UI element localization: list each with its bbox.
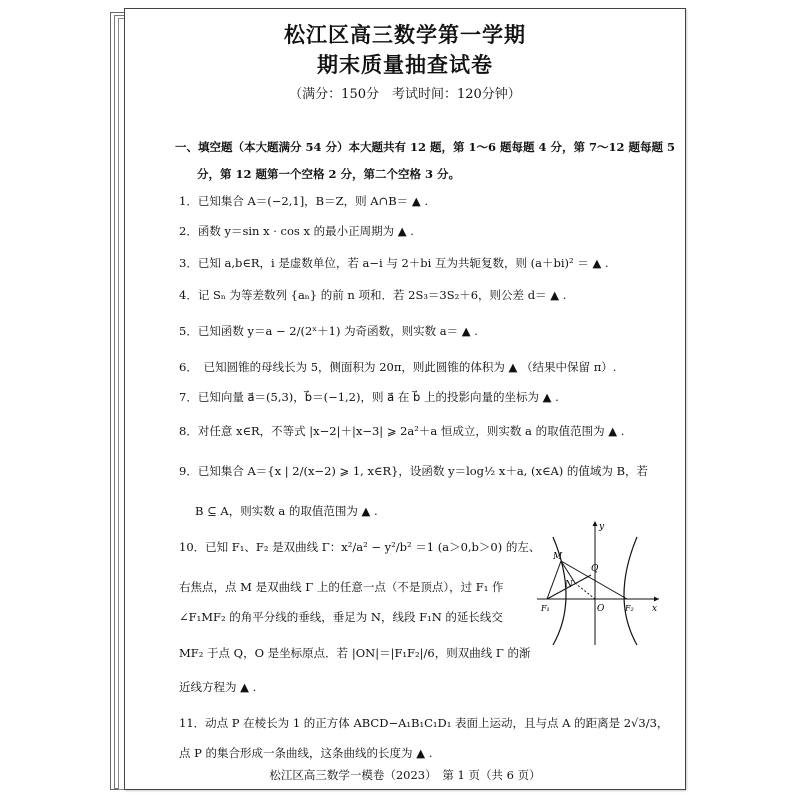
exam-title: 松江区高三数学第一学期	[284, 23, 526, 47]
question-9-line2: B ⊆ A，则实数 a 的取值范围为 ▲ .	[195, 504, 378, 518]
y-axis-arrow	[593, 521, 598, 526]
question-11: 11．动点 P 在棱长为 1 的正方体 ABCD−A₁B₁C₁D₁ 表面上运动，且与点 A 的距离是 2√3/3，	[179, 716, 669, 730]
question-6: 6． 已知圆锥的母线长为 5，侧面积为 20π，则此圆锥的体积为 ▲ （结果中保留 π）.	[179, 360, 617, 374]
label-n: N	[565, 580, 573, 590]
hyperbola-figure	[535, 517, 661, 647]
question-5: 5．已知函数 y＝a − 2/(2ˣ＋1) 为奇函数，则实数 a＝ ▲ .	[179, 324, 478, 338]
label-x: x	[652, 604, 658, 614]
label-f2: F₂	[625, 604, 634, 613]
segment-o-n	[575, 583, 595, 599]
page-footer: 松江区高三数学一模卷（2023） 第 1 页（共 6 页）	[269, 768, 541, 782]
question-9: 9．已知集合 A＝{x | 2/(x−2) ⩾ 1, x∈R}，设函数 y＝log½ x＋a, (x∈A) 的值域为 B，若	[179, 464, 649, 478]
segment-f1-m	[547, 561, 561, 599]
exam-subtitle: （满分：150分 考试时间：120分钟）	[289, 87, 521, 102]
label-y: y	[599, 522, 605, 532]
question-10-line2: 右焦点，点 M 是双曲线 Γ 上的任意一点（不是顶点），过 F₁ 作	[179, 580, 504, 594]
exam-title-line2: 期末质量抽查试卷	[317, 53, 493, 77]
question-2: 2．函数 y＝sin x · cos x 的最小正周期为 ▲ .	[179, 224, 414, 238]
question-10-line5: 近线方程为 ▲ .	[179, 680, 257, 694]
label-o: O	[597, 604, 605, 614]
question-4: 4．记 Sₙ 为等差数列 {aₙ} 的前 n 项和．若 2S₃＝3S₂＋6，则公差 d＝ ▲ .	[179, 288, 567, 302]
section-heading: 一、填空题（本大题满分 54 分）本大题共有 12 题，第 1～6 题每题 4 分，第 7～12 题每题 5	[175, 140, 676, 154]
question-11-line2: 点 P 的集合形成一条曲线，这条曲线的长度为 ▲ .	[179, 746, 433, 760]
section-heading-line2: 分，第 12 题第一个空格 2 分，第二个空格 3 分。	[197, 167, 461, 181]
question-10-line4: MF₂ 于点 Q，O 是坐标原点．若 |ON|＝|F₁F₂|/6，则双曲线 Γ 的渐	[179, 646, 531, 660]
exam-page	[124, 8, 686, 790]
question-3: 3．已知 a,b∈R，i 是虚数单位，若 a−i 与 2＋bi 互为共轭复数，则 (a＋bi)² ＝ ▲ .	[179, 256, 609, 270]
question-10-line3: ∠F₁MF₂ 的角平分线的垂线，垂足为 N，线段 F₁N 的延长线交	[179, 610, 503, 624]
question-1: 1．已知集合 A＝(−2,1]，B＝Z，则 A∩B＝ ▲ .	[179, 194, 428, 208]
question-8: 8．对任意 x∈R，不等式 |x−2|＋|x−3| ⩾ 2a²＋a 恒成立，则实数 a 的取值范围为 ▲ .	[179, 424, 625, 438]
question-10: 10．已知 F₁、F₂ 是双曲线 Γ：x²/a² − y²/b² ＝1 (a＞0,b＞0) 的左、	[179, 540, 541, 554]
question-7: 7．已知向量 a⃗＝(5,3)，b⃗＝(−1,2)，则 a⃗ 在 b⃗ 上的投影向量的坐标为 ▲ .	[179, 390, 559, 404]
label-m: M	[553, 552, 563, 562]
label-f1: F₁	[541, 604, 550, 613]
x-axis-arrow	[654, 597, 659, 602]
hyperbola-right-branch	[624, 537, 637, 645]
label-q: Q	[591, 564, 599, 574]
